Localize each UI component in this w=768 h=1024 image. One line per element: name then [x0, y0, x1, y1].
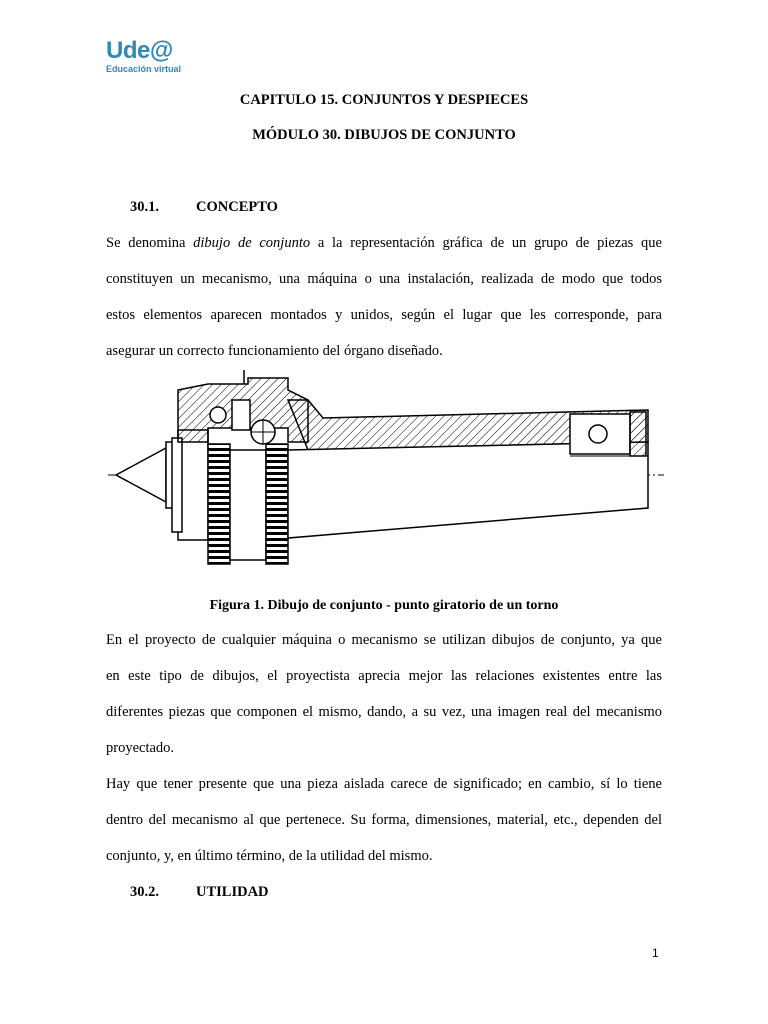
- paragraph-line: dentro del mecanismo al que pertenece. Su forma, dimensiones, material, etc., dependen del: [106, 812, 662, 828]
- bearing-ball: [210, 407, 226, 423]
- paragraph-pieza: [106, 766, 662, 874]
- paragraph-line: diferentes piezas que componen el mismo, dando, a su vez, una imagen real del mecanismo: [106, 704, 662, 720]
- logo-text: Ude@: [106, 37, 173, 64]
- udea-logo: [106, 38, 181, 74]
- paragraph-line: proyectado.: [106, 740, 175, 756]
- module-title: MÓDULO 30. DIBUJOS DE CONJUNTO: [252, 127, 516, 143]
- knurled-ring-2: [266, 444, 288, 564]
- paragraph-line: Se denomina dibujo de conjunto a la representación gráfica de un grupo de piezas que: [106, 235, 662, 251]
- paragraph-proyecto: [106, 622, 662, 766]
- logo-subtitle: Educación virtual: [106, 64, 182, 74]
- paragraph-line: Hay que tener presente que una pieza aislada carece de significado; en cambio, sí lo tiene: [106, 776, 662, 792]
- paragraph-concepto: [106, 225, 662, 369]
- paragraph-line: constituyen un mecanismo, una máquina o una instalación, realizada de modo que todos: [106, 271, 662, 287]
- front-disc: [172, 438, 182, 532]
- ring-gap: [230, 450, 266, 560]
- chapter-title: CAPITULO 15. CONJUNTOS Y DESPIECES: [239, 92, 529, 108]
- page-number: 1: [652, 946, 659, 960]
- paragraph-line: En el proyecto de cualquier máquina o mecanismo se utilizan dibujos de conjunto, ya que: [106, 632, 662, 648]
- assembly-drawing-figure: [108, 370, 664, 580]
- figure-caption: Figura 1. Dibujo de conjunto - punto giratorio de un torno: [209, 598, 559, 613]
- paragraph-line: conjunto, y, en último término, de la utilidad del mismo.: [106, 848, 433, 864]
- paragraph-line: asegurar un correcto funcionamiento del órgano diseñado.: [106, 343, 443, 359]
- emphasis-term: dibujo de conjunto: [193, 235, 311, 251]
- paragraph-line: en este tipo de dibujos, el proyectista aprecia mejor las relaciones existentes entre las: [106, 668, 662, 684]
- paragraph-line: estos elementos aparecen montados y unidos, según el lugar que les corresponde, para: [106, 307, 662, 323]
- section-number: 30.2.: [130, 884, 159, 900]
- section-number: 30.1.: [130, 199, 159, 215]
- section-title: CONCEPTO: [196, 199, 278, 215]
- section-title: UTILIDAD: [196, 884, 269, 900]
- knurled-ring-1: [208, 444, 230, 564]
